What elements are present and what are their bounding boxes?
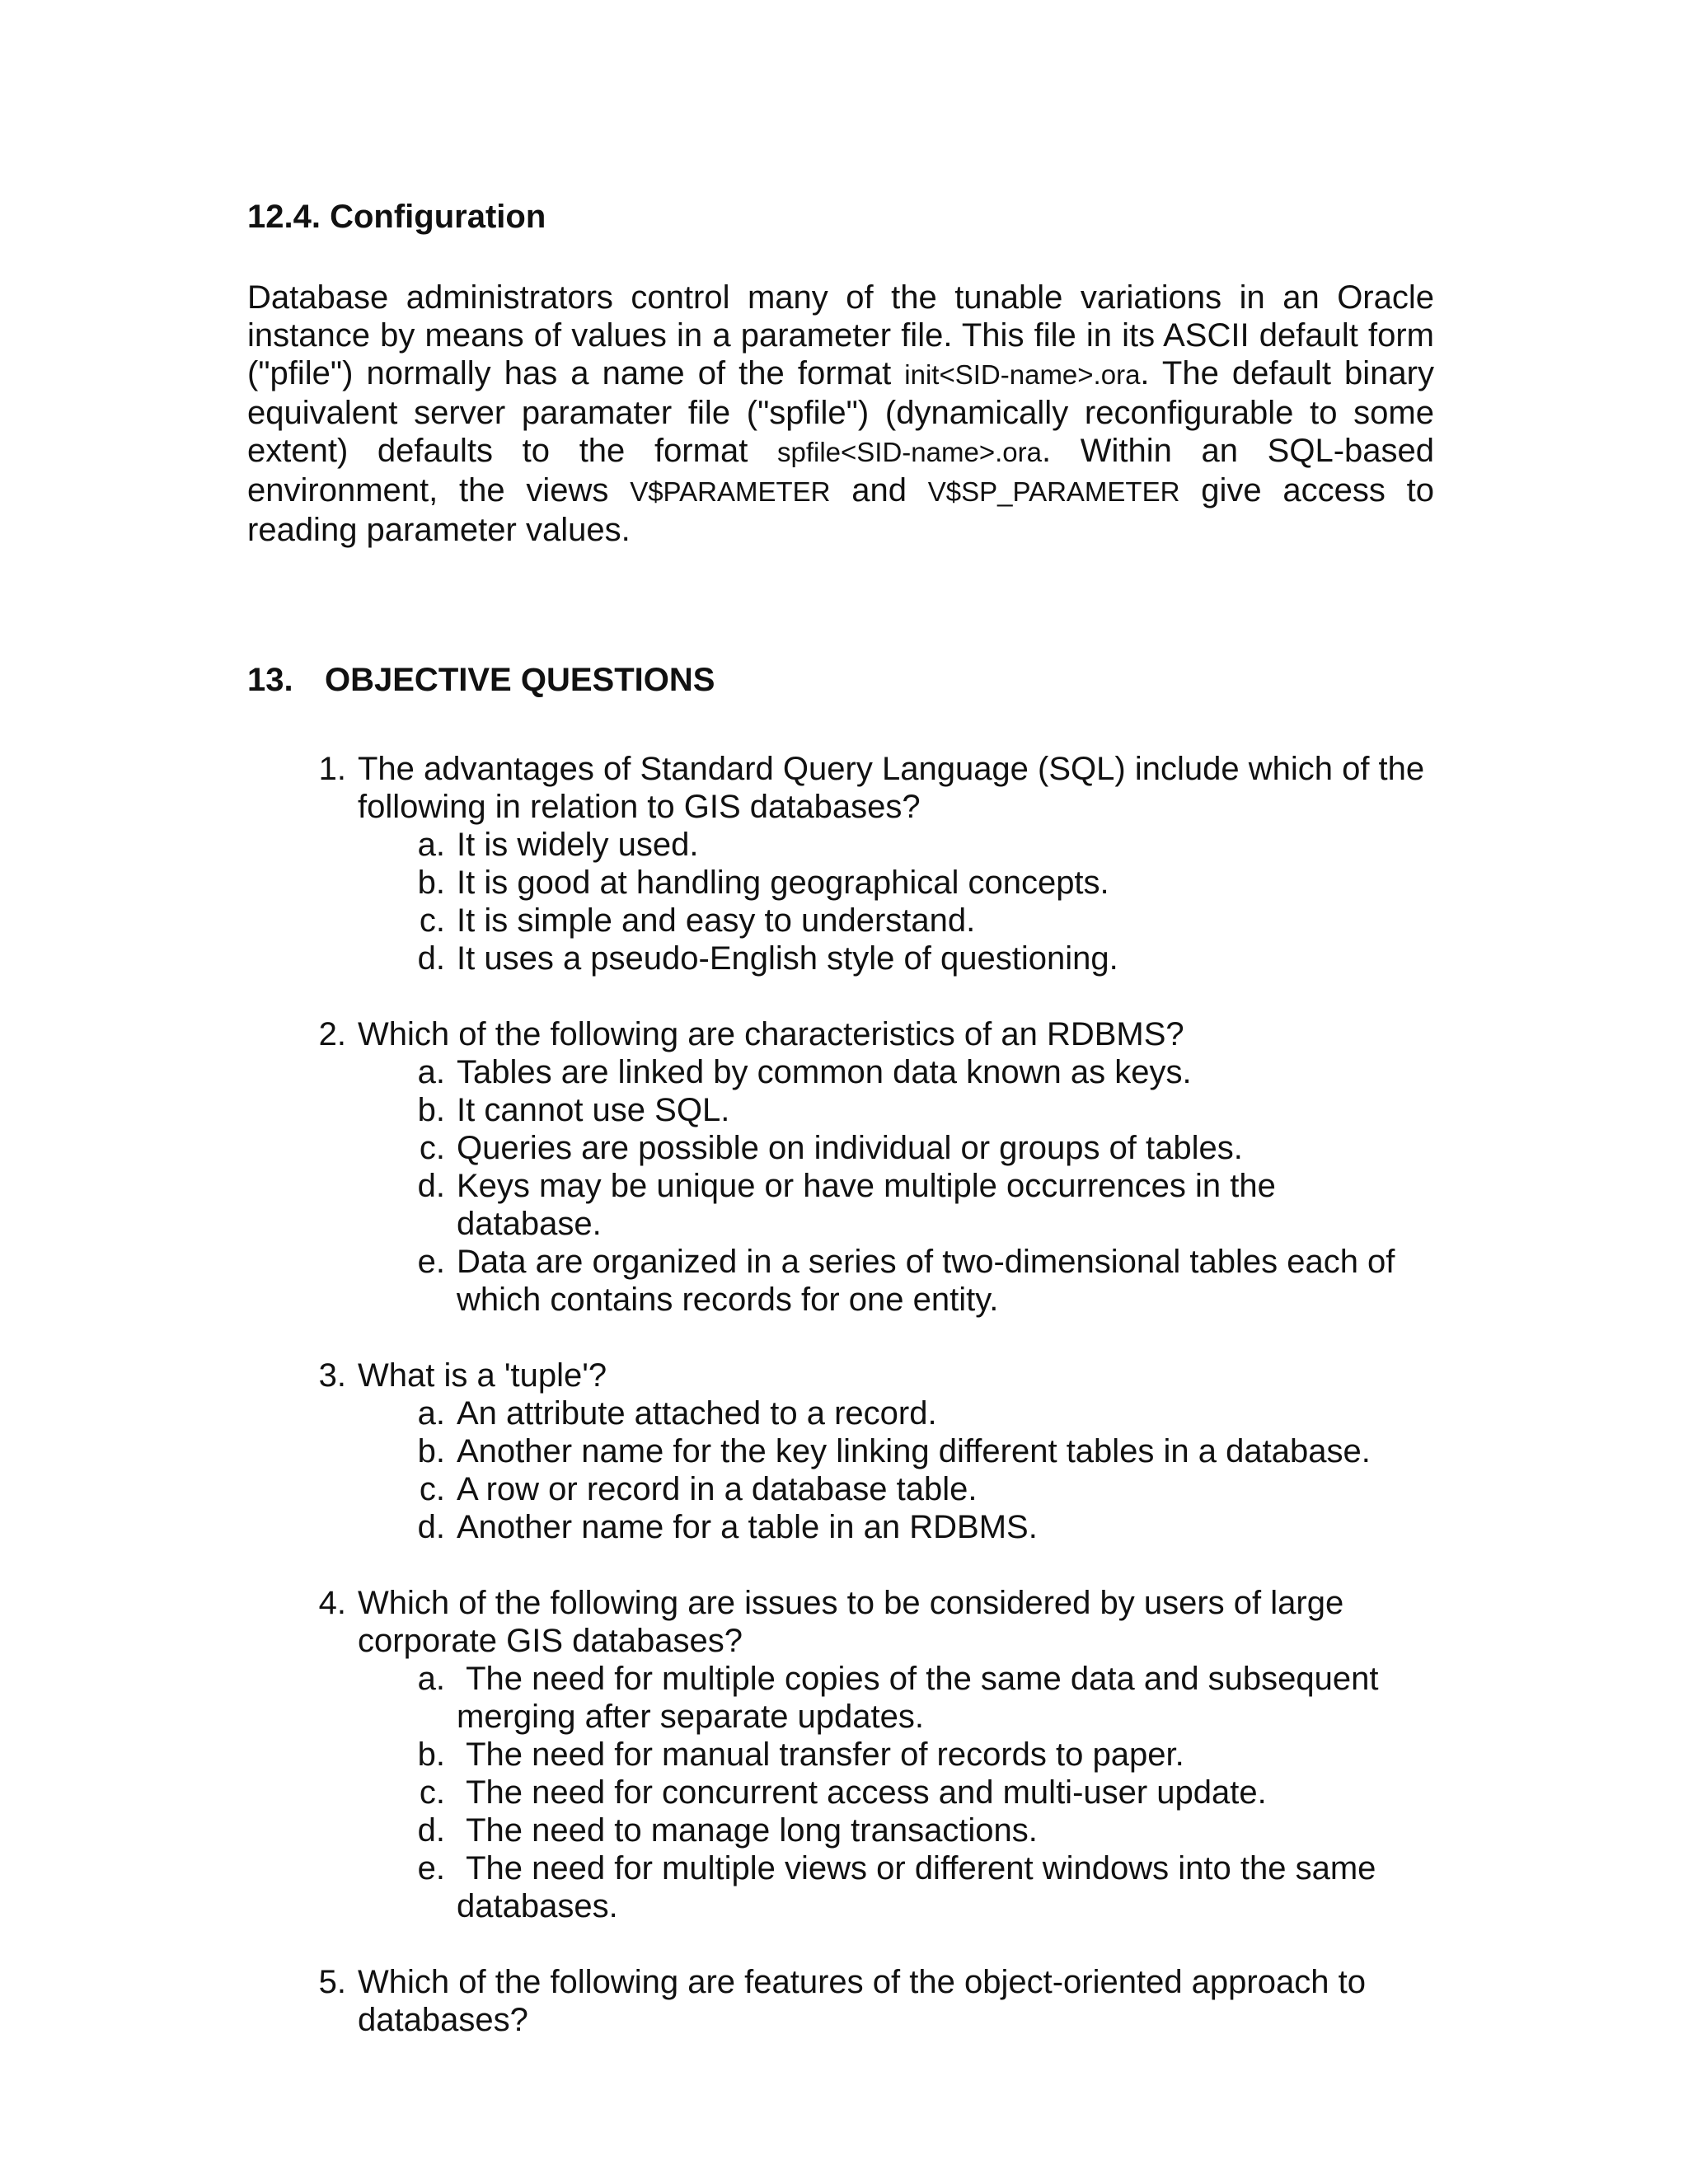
option-letter: b. bbox=[417, 1092, 445, 1128]
option-letter: c. bbox=[419, 1774, 445, 1811]
option-letter: d. bbox=[417, 1812, 445, 1849]
option-text: Keys may be unique or have multiple occurrences in the database. bbox=[457, 1168, 1276, 1242]
option-letter: a. bbox=[417, 1395, 445, 1432]
code-spfile-name: spfile<SID-name>.ora bbox=[776, 437, 1042, 467]
question-text: Which of the following are features of the object-oriented approach to databases? bbox=[358, 1964, 1366, 2038]
question-body bbox=[346, 1357, 1434, 1546]
para-text: give access to reading parameter values. bbox=[247, 472, 1434, 548]
option-text: Queries are possible on individual or groups of tables. bbox=[457, 1130, 1243, 1166]
option-text: Another name for the key linking different tables in a database. bbox=[457, 1433, 1371, 1469]
question-list bbox=[247, 750, 1434, 2039]
code-pfile-name: init<SID-name>.ora bbox=[904, 359, 1141, 390]
option-item bbox=[358, 1243, 1434, 1319]
option-item bbox=[358, 1470, 1434, 1508]
question-number: 1. bbox=[318, 751, 346, 787]
option-item bbox=[358, 1167, 1434, 1243]
option-item bbox=[358, 1811, 1434, 1849]
question-number: 5. bbox=[318, 1964, 346, 2000]
para-text: . The default binary equivalent server paramater file ("spfile") (dynamically reconfigurable to some extent) defaults to the format bbox=[247, 355, 1434, 469]
option-list bbox=[358, 1053, 1434, 1319]
page-content bbox=[247, 198, 1434, 2077]
question-body bbox=[346, 1015, 1434, 1319]
option-text: Data are organized in a series of two-dimensional tables each of which contains records for one entity. bbox=[457, 1244, 1395, 1318]
option-text: It cannot use SQL. bbox=[457, 1092, 730, 1128]
option-list bbox=[358, 1660, 1434, 1925]
option-item bbox=[358, 1091, 1434, 1129]
option-text: It is simple and easy to understand. bbox=[457, 902, 976, 939]
option-item bbox=[358, 826, 1434, 864]
question-number: 2. bbox=[318, 1016, 346, 1052]
option-list bbox=[358, 1394, 1434, 1546]
section-13-title: OBJECTIVE QUESTIONS bbox=[325, 662, 715, 698]
question-text: Which of the following are issues to be considered by users of large corporate GIS databases? bbox=[358, 1585, 1344, 1659]
question-body bbox=[346, 1963, 1434, 2039]
option-text: It is widely used. bbox=[457, 827, 699, 863]
question-text: Which of the following are characteristics of an RDBMS? bbox=[358, 1016, 1184, 1052]
option-letter: c. bbox=[419, 1471, 445, 1507]
option-text: A row or record in a database table. bbox=[457, 1471, 978, 1507]
para-text: Database administrators control many of the tunable variations in an Oracle instance by means of values in a parameter file. This file in its ASCII default form ("pfile") normally has a name of the format bbox=[247, 279, 1434, 391]
question-1 bbox=[247, 750, 1434, 977]
option-letter: a. bbox=[417, 1054, 445, 1090]
option-item bbox=[358, 1432, 1434, 1470]
option-list bbox=[358, 826, 1434, 977]
option-item bbox=[358, 1053, 1434, 1091]
question-number: 3. bbox=[318, 1357, 346, 1394]
question-body bbox=[346, 1584, 1434, 1925]
option-item bbox=[358, 1129, 1434, 1167]
option-letter: d. bbox=[417, 940, 445, 977]
option-item bbox=[358, 1394, 1434, 1432]
option-text: The need for manual transfer of records to paper. bbox=[457, 1736, 1184, 1773]
option-item bbox=[358, 1774, 1434, 1811]
option-item bbox=[358, 1660, 1434, 1736]
question-number: 4. bbox=[318, 1585, 346, 1621]
question-body bbox=[346, 750, 1434, 977]
option-letter: b. bbox=[417, 1736, 445, 1773]
question-text: The advantages of Standard Query Language (SQL) include which of the following in relation to GIS databases? bbox=[358, 751, 1425, 825]
section-13-number: 13. bbox=[247, 662, 293, 698]
question-4 bbox=[247, 1584, 1434, 1925]
option-item bbox=[358, 940, 1434, 977]
option-item bbox=[358, 1849, 1434, 1925]
option-text: Another name for a table in an RDBMS. bbox=[457, 1509, 1038, 1545]
section-12-4-paragraph bbox=[247, 279, 1434, 549]
option-letter: d. bbox=[417, 1509, 445, 1545]
option-letter: c. bbox=[419, 1130, 445, 1166]
para-text: . Within an SQL-based environment, the views bbox=[247, 433, 1435, 509]
question-2 bbox=[247, 1015, 1434, 1319]
para-text: and bbox=[830, 472, 928, 509]
option-letter: c. bbox=[419, 902, 445, 939]
option-letter: e. bbox=[417, 1850, 445, 1886]
question-text: What is a 'tuple'? bbox=[358, 1357, 607, 1394]
option-text: An attribute attached to a record. bbox=[457, 1395, 937, 1432]
code-v-sp-parameter: V$SP_PARAMETER bbox=[927, 476, 1180, 507]
option-letter: e. bbox=[417, 1244, 445, 1280]
option-letter: a. bbox=[417, 1661, 445, 1697]
option-text: The need for multiple views or different windows into the same databases. bbox=[457, 1850, 1386, 1924]
option-text: It is good at handling geographical concepts. bbox=[457, 865, 1109, 901]
option-item bbox=[358, 1736, 1434, 1774]
section-12-4-heading: 12.4. Configuration bbox=[247, 199, 546, 235]
option-item bbox=[358, 902, 1434, 940]
option-text: The need for concurrent access and multi-user update. bbox=[457, 1774, 1267, 1811]
option-letter: a. bbox=[417, 827, 445, 863]
option-letter: b. bbox=[417, 1433, 445, 1469]
section-13-heading bbox=[247, 661, 1434, 699]
option-text: The need to manage long transactions. bbox=[457, 1812, 1038, 1849]
option-item bbox=[358, 864, 1434, 902]
option-text: Tables are linked by common data known as keys. bbox=[457, 1054, 1192, 1090]
option-letter: d. bbox=[417, 1168, 445, 1204]
option-text: The need for multiple copies of the same data and subsequent merging after separate updates. bbox=[457, 1661, 1388, 1735]
code-v-parameter: V$PARAMETER bbox=[630, 476, 831, 507]
option-item bbox=[358, 1508, 1434, 1546]
option-text: It uses a pseudo-English style of questioning. bbox=[457, 940, 1118, 977]
question-3 bbox=[247, 1357, 1434, 1546]
option-letter: b. bbox=[417, 865, 445, 901]
question-5 bbox=[247, 1963, 1434, 2039]
